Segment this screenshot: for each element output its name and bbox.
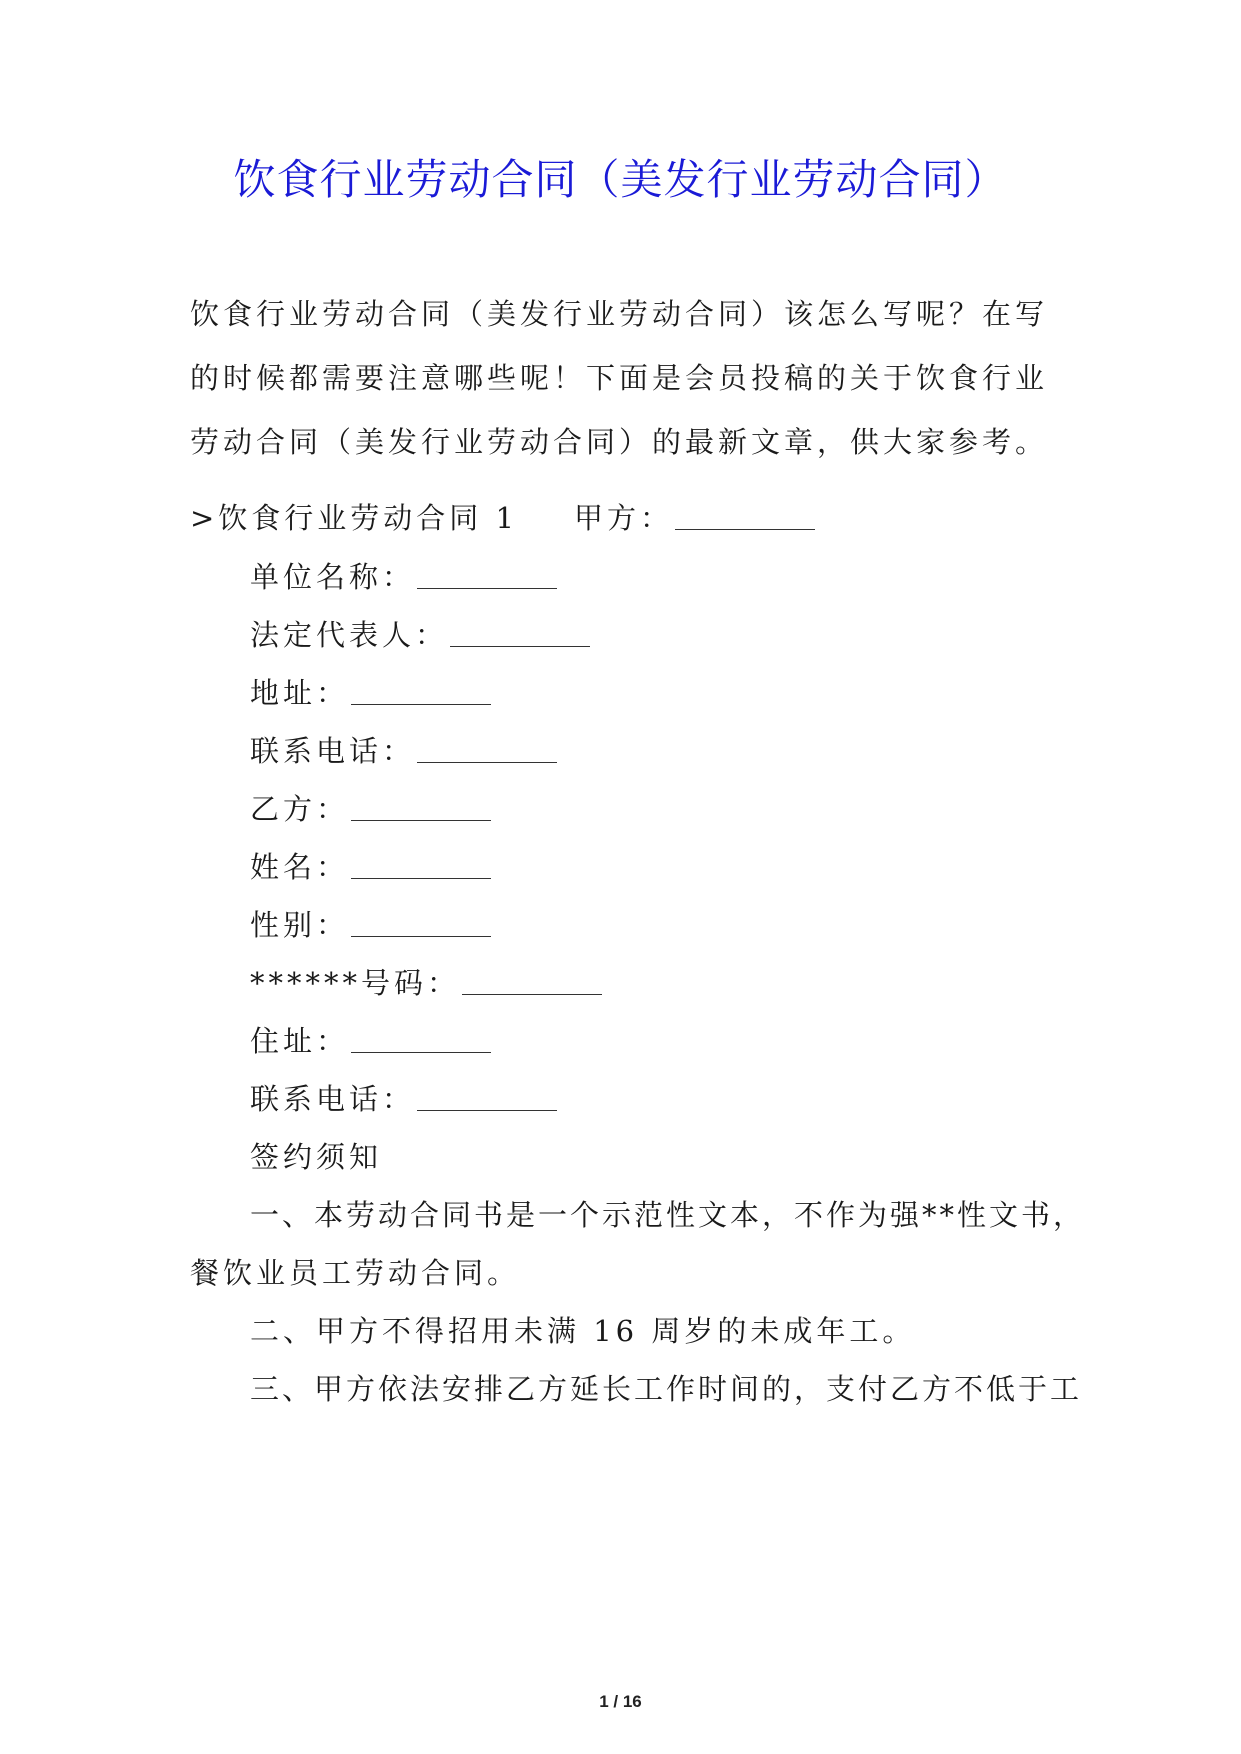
id-number-label: ******号码： <box>250 966 461 1000</box>
name-blank <box>351 854 491 879</box>
notice-heading: 签约须知 <box>250 1140 383 1174</box>
phone-a-label: 联系电话： <box>250 734 416 768</box>
gender-blank <box>351 912 491 937</box>
phone-b-label: 联系电话： <box>250 1082 416 1116</box>
phone-b-blank <box>417 1086 557 1111</box>
party-a-blank <box>675 505 815 530</box>
section-heading-line <box>190 498 815 538</box>
item-2: 二、甲方不得招用未满 16 周岁的未成年工。 <box>250 1314 916 1348</box>
item-3: 三、甲方依法安排乙方延长工作时间的，支付乙方不低于工 <box>250 1372 1083 1406</box>
address-line <box>250 673 491 713</box>
residence-blank <box>351 1028 491 1053</box>
address-blank <box>351 680 491 705</box>
phone-a-blank <box>417 738 557 763</box>
intro-text: 饮食行业劳动合同（美发行业劳动合同）该怎么写呢？在写的时候都需要注意哪些呢！下面是会员投稿的关于饮食行业劳动合同（美发行业劳动合同）的最新文章，供大家参考。 <box>190 297 1049 459</box>
legal-rep-blank <box>450 622 590 647</box>
document-title: 饮食行业劳动合同（美发行业劳动合同） <box>233 155 1008 204</box>
party-a-label: 甲方： <box>573 501 673 535</box>
party-b-blank <box>351 796 491 821</box>
address-label: 地址： <box>250 676 350 710</box>
residence-line <box>250 1021 491 1061</box>
intro-paragraph <box>190 282 1060 474</box>
id-number-blank <box>462 970 602 995</box>
residence-label: 住址： <box>250 1024 350 1058</box>
id-number-line <box>250 963 602 1003</box>
phone-b-line <box>250 1079 557 1119</box>
name-line <box>250 847 491 887</box>
gender-label: 性别： <box>250 908 350 942</box>
name-label: 姓名： <box>250 850 350 884</box>
item-1-line-1: 一、本劳动合同书是一个示范性文本，不作为强**性文书， <box>250 1198 1086 1232</box>
item-1-line-2: 餐饮业员工劳动合同。 <box>190 1256 521 1290</box>
unit-name-blank <box>417 564 557 589</box>
legal-rep-label: 法定代表人： <box>250 618 449 652</box>
page-indicator: 1 / 16 <box>599 1692 642 1711</box>
party-b-label: 乙方： <box>250 792 350 826</box>
unit-name-label: 单位名称： <box>250 560 416 594</box>
phone-a-line <box>250 731 557 771</box>
gender-line <box>250 905 491 945</box>
section-heading: >饮食行业劳动合同 1 <box>190 501 518 535</box>
unit-name-line <box>250 557 557 597</box>
party-b-line <box>250 789 491 829</box>
legal-rep-line <box>250 615 590 655</box>
